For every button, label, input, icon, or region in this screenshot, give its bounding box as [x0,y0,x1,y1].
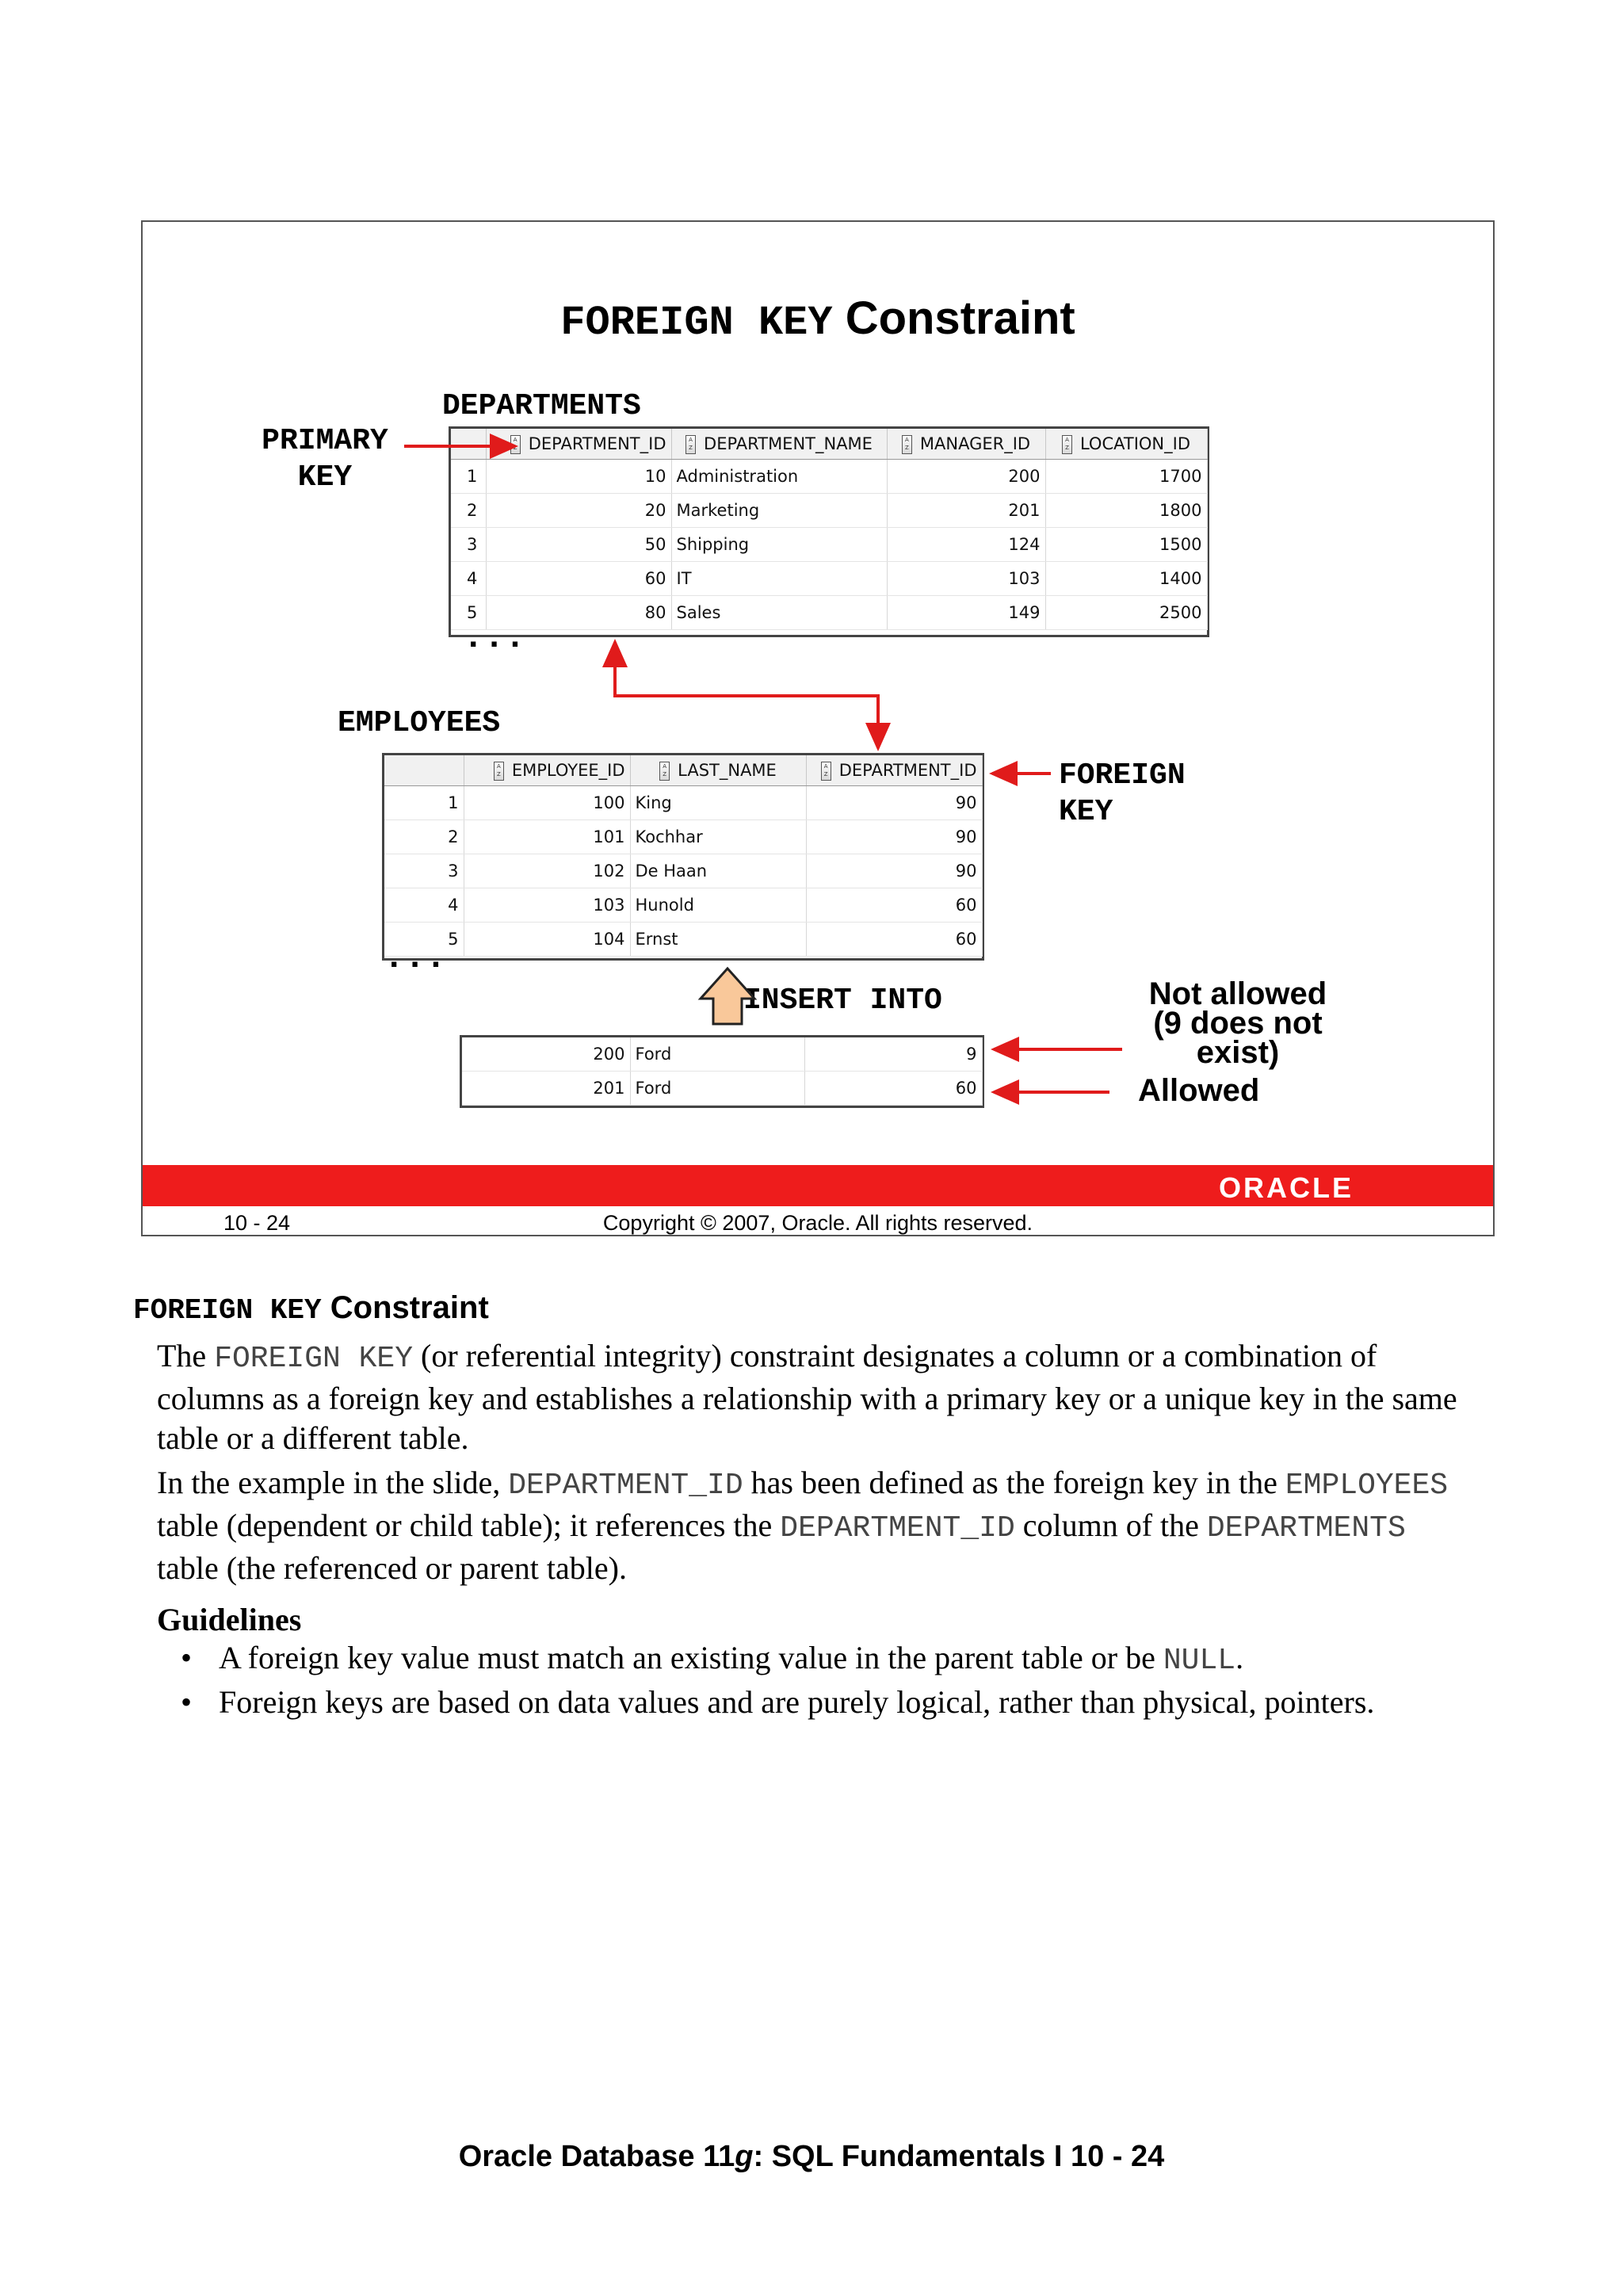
slide-footer-bar [143,1165,1493,1206]
sort-icon[interactable]: A Z [1062,435,1072,454]
primary-key-label-line1: PRIMARY [262,424,388,458]
notes-paragraph-1: The FOREIGN KEY (or referential integrity) constraint designates a column or a combination of columns as a foreign key and establishes a relationship with a primary key or a unique key in the same table or a different table. [157,1338,1457,1456]
allowed-label: Allowed [1138,1073,1260,1108]
departments-more-ellipsis: ... [463,618,526,658]
table-row: 200 Ford 9 [462,1037,982,1072]
column-header[interactable]: A Z MANAGER_ID [887,429,1045,460]
table-row: 3 102 De Haan 90 [384,854,982,888]
sort-icon[interactable]: A Z [902,435,912,454]
notes-paragraph-2: In the example in the slide, DEPARTMENT_ID has been defined as the foreign key in the EMPLOYEES table (dependent or child table); it references the DEPARTMENT_ID column of the DEPARTMENTS table (the referenced or parent table). [157,1465,1449,1586]
table-row: 4 60 IT 103 1400 [451,562,1207,596]
column-header[interactable]: A Z DEPARTMENT_ID [806,755,982,786]
sort-icon[interactable]: A Z [494,762,504,781]
slide-number: 10 - 24 [223,1211,291,1235]
sort-icon[interactable]: A Z [685,435,696,454]
notes-heading [133,1290,489,1327]
column-header[interactable]: A Z EMPLOYEE_ID [464,755,630,786]
slide-title-text: Constraint [845,292,1075,344]
table-row: 2 101 Kochhar 90 [384,820,982,854]
table-row: 5 80 Sales 149 2500 [451,596,1207,630]
arrows-overlay [143,222,1495,1236]
guidelines-list [178,1637,1374,1723]
page-footer: Oracle Database 11g: SQL Fundamentals I 10 - 24 [458,2140,1165,2173]
sort-icon[interactable]: A Z [510,435,521,454]
column-header[interactable]: A Z DEPARTMENT_NAME [671,429,887,460]
table-row: 1 10 Administration 200 1700 [451,460,1207,494]
insert-into-label: INSERT INTO [743,984,942,1018]
employees-more-ellipsis: ... [384,938,447,978]
notes-heading-code: FOREIGN KEY [133,1294,322,1327]
column-header[interactable]: A Z LAST_NAME [630,755,806,786]
table-row: 3 50 Shipping 124 1500 [451,528,1207,562]
slide [141,220,1495,1236]
column-header[interactable]: A Z DEPARTMENT_ID [486,429,671,460]
not-allowed-line2: (9 does not [1153,1005,1323,1041]
employees-label: EMPLOYEES [338,706,501,740]
table-row: 201 Ford 60 [462,1072,982,1106]
insert-up-arrow-icon [701,968,754,1024]
foreign-key-label-line1: FOREIGN [1059,758,1186,793]
foreign-key-label-line2: KEY [1059,794,1113,829]
not-allowed-line1: Not allowed [1148,976,1327,1011]
relationship-arrow [615,642,878,748]
primary-key-label-line2: KEY [297,460,353,495]
guidelines-heading: Guidelines [157,1602,302,1637]
table-row: 4 103 Hunold 60 [384,888,982,923]
table-row: 5 104 Ernst 60 [384,923,982,957]
sort-icon[interactable]: A Z [659,762,670,781]
sort-icon[interactable]: A Z [821,762,831,781]
oracle-logo: ORACLE [1219,1171,1354,1204]
table-row: 1 100 King 90 [384,786,982,820]
table-row: 2 20 Marketing 201 1800 [451,494,1207,528]
not-allowed-line3: exist) [1196,1034,1280,1070]
slide-copyright: Copyright © 2007, Oracle. All rights reserved. [602,1211,1033,1235]
notes-heading-text: Constraint [330,1290,489,1325]
list-item: • Foreign keys are based on data values and are purely logical, rather than physical, pointers. [178,1682,1374,1723]
list-item: • A foreign key value must match an existing value in the parent table or be NULL. [178,1637,1374,1682]
slide-title-code: FOREIGN KEY [560,300,833,346]
departments-label: DEPARTMENTS [442,389,641,423]
column-header[interactable]: A Z LOCATION_ID [1045,429,1207,460]
